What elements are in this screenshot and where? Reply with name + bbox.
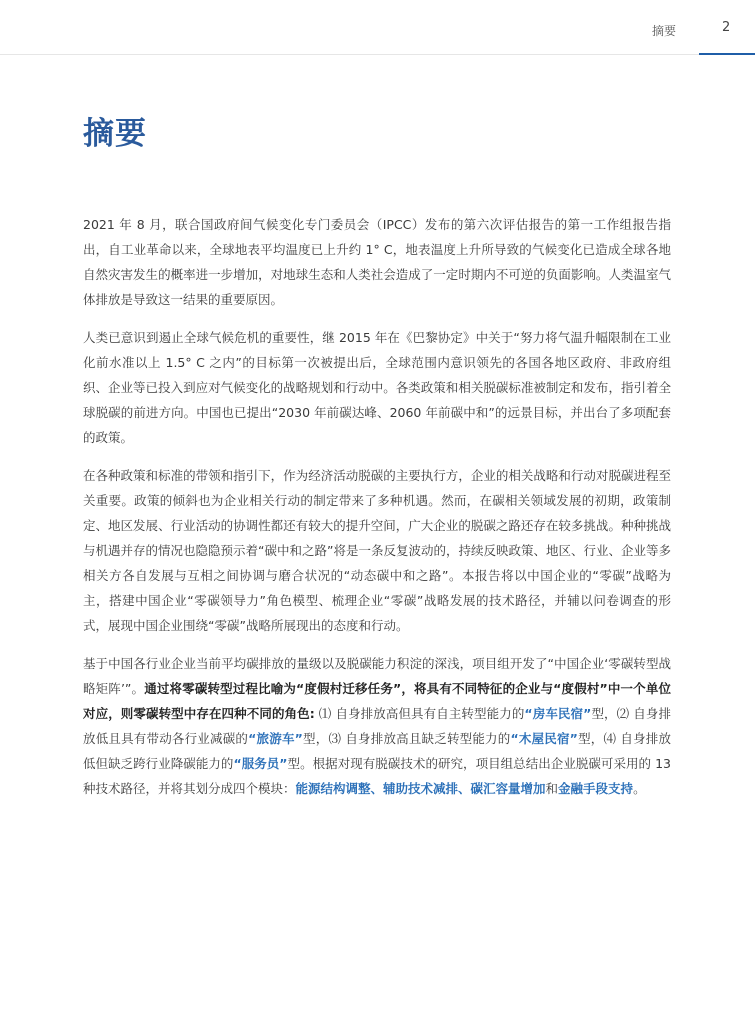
role-rv-bnb: “房车民宿”	[524, 706, 592, 721]
header-divider	[0, 54, 755, 55]
body-text	[83, 212, 671, 814]
paragraph-3: 在各种政策和标准的带领和指引下，作为经济活动脱碳的主要执行方，企业的相关战略和行动对脱碳进程至关重要。政策的倾斜也为企业相关行动的制定带来了多种机遇。然而，在碳相关领域发展的初期，政策制定、地区发展、行业活动的协调性都还有较大的提升空间，广大企业的脱碳之路还存在较多挑战。种种挑战与机遇并存的情况也隐隐预示着“碳中和之路”将是一条反复波动的，持续反映政策、地区、行业、企业等多相关方各自发展与互相之间协调与磨合状况的“动态碳中和之路”。本报告将以中国企业的“零碳”战略为主，搭建中国企业“零碳领导力”角色模型、梳理企业“零碳”战略发展的技术路径，并辅以问卷调查的形式，展现中国企业围绕“零碳”战略所展现出的态度和行动。	[83, 468, 671, 633]
page-title: 摘要	[83, 116, 147, 152]
paragraph-1: 2021 年 8 月，联合国政府间气候变化专门委员会（IPCC）发布的第六次评估报告的第一工作组报告指出，自工业革命以来，全球地表平均温度已上升约 1° C，地表温度上升所导致的气候变化已造成全球各地自然灾害发生的概率进一步增加，对地球生态和人类社会造成了一定时期内不可逆的负面影响。人类温室气体排放是导致这一结果的重要原因。	[83, 217, 671, 307]
header-accent-bar	[699, 53, 755, 55]
role-tour-bus: “旅游车”	[248, 731, 303, 746]
page-number: 2	[722, 20, 731, 35]
role-attendant: “服务员”	[233, 756, 288, 771]
p4-text: 和	[545, 781, 559, 796]
finance-module-highlight: 金融手段支持	[558, 781, 634, 796]
paragraph-4	[83, 651, 671, 801]
p4-text: 。	[633, 781, 646, 796]
p4-intro: 基于中国各行业企业当前平均碳排放的量级以及脱碳能力积淀的深浅，项目组开发了“中国企业‘零碳转型战略矩阵’”。	[83, 656, 671, 696]
role-cabin-bnb: “木屋民宿”	[510, 731, 578, 746]
paragraph-2: 人类已意识到遏止全球气候危机的重要性，继 2015 年在《巴黎协定》中关于“努力将气温升幅限制在工业化前水准以上 1.5° C 之内”的目标第一次被提出后，全球范围内意识领先的各国各地区政府、非政府组织、企业等已投入到应对气候变化的战略规划和行动中。各类政策和相关脱碳标准被制定和发布，指引着全球脱碳的前进方向。中国也已提出“2030 年前碳达峰、2060 年前碳中和”的远景目标，并出台了多项配套的政策。	[83, 330, 671, 445]
p4-text: 型，⑶ 自身排放高且缺乏转型能力的	[302, 731, 511, 746]
p4-text: 型。根据对现有脱碳技术的研究，项目组总结出企业脱碳可采用的 13 种技术路径，并将其划分成四个模块：	[83, 756, 671, 796]
header-section-label: 摘要	[652, 24, 677, 38]
p4-text: 型，⑷ 自身排放低但缺乏跨行业降碳能力的	[83, 731, 671, 771]
p4-text: 型，⑵ 自身排放低且具有带动各行业减碳的	[83, 706, 671, 746]
p4-text: ⑴ 自身排放高但具有自主转型能力的	[314, 706, 525, 721]
modules-highlight: 能源结构调整、辅助技术减排、碳汇容量增加	[295, 781, 546, 796]
p4-bold-statement: 通过将零碳转型过程比喻为“度假村迁移任务”，将具有不同特征的企业与“度假村”中一个单位对应，则零碳转型中存在四种不同的角色:	[83, 681, 671, 721]
